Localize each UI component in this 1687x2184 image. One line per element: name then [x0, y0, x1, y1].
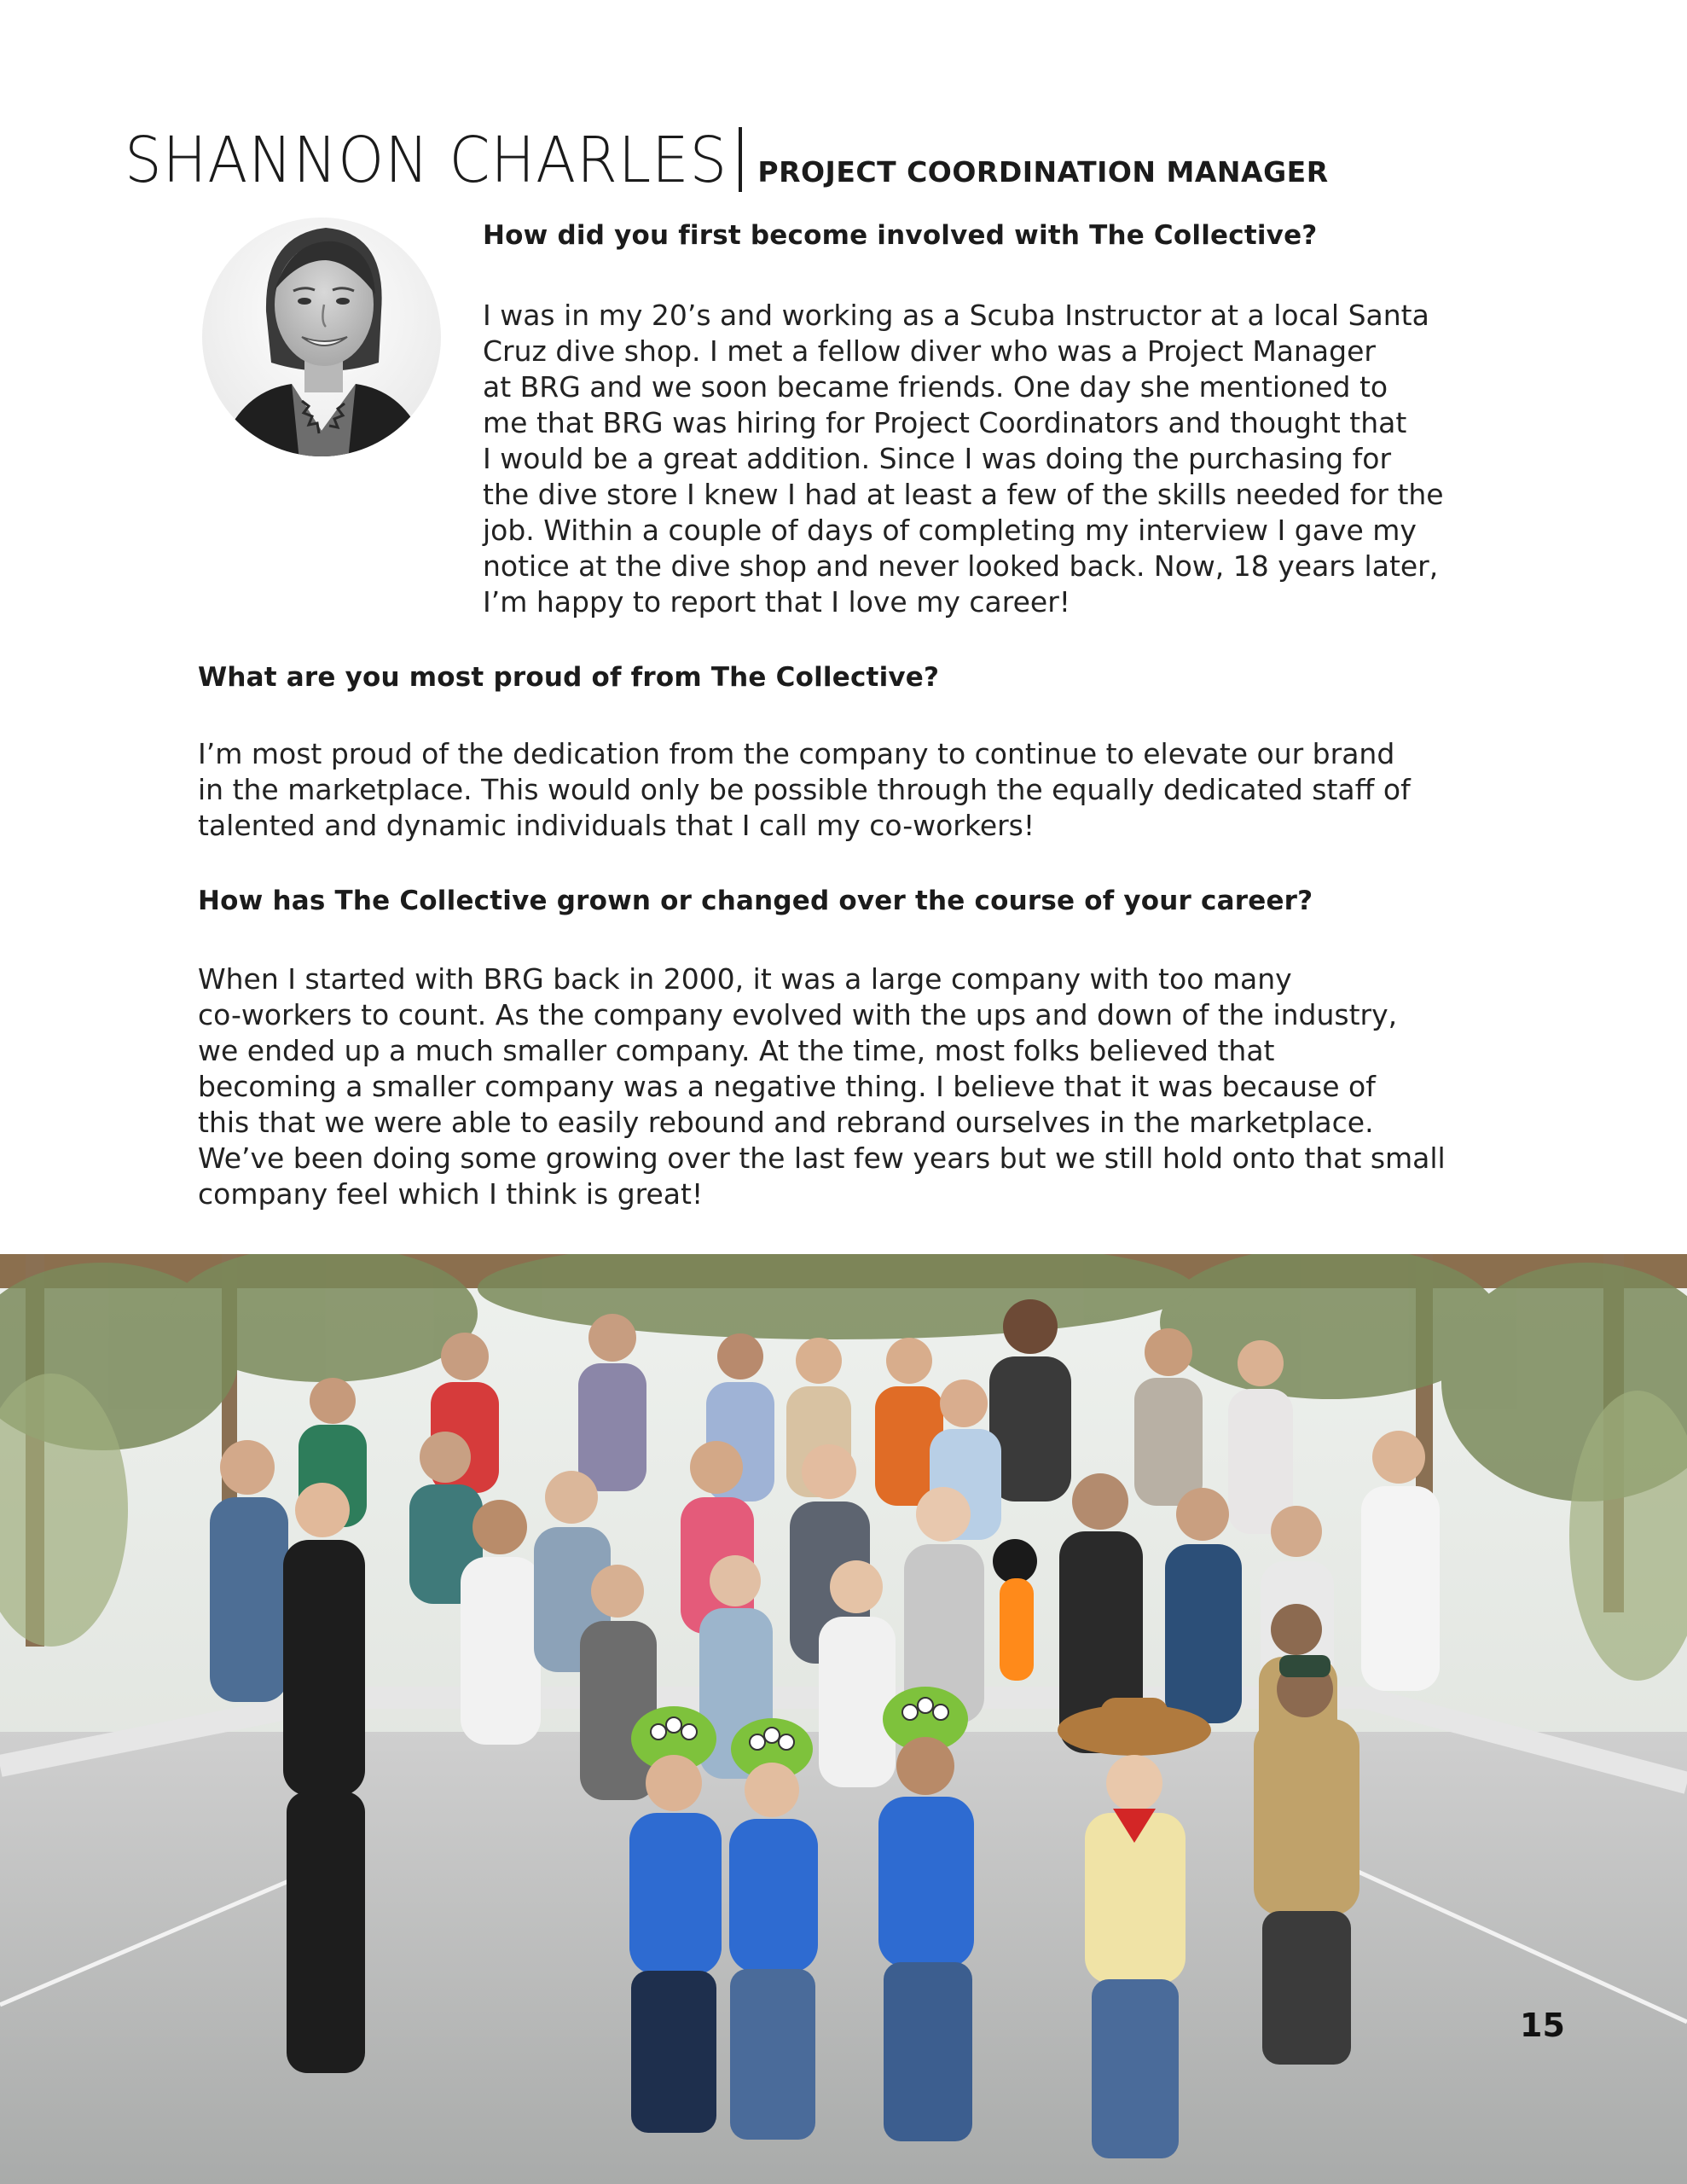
answer-line: job. Within a couple of days of completing my interview I gave my: [483, 514, 1417, 547]
answer-line: I’m happy to report that I love my career!: [483, 585, 1070, 619]
header-divider: [739, 127, 742, 192]
answer-line: We’ve been doing some growing over the last few years but we still hold onto that small: [198, 1141, 1446, 1175]
answer-line: company feel which I think is great!: [198, 1177, 704, 1211]
answer-line: we ended up a much smaller company. At the time, most folks believed that: [198, 1034, 1275, 1067]
page-header: [125, 115, 1329, 197]
answer-line: me that BRG was hiring for Project Coordinators and thought that: [483, 406, 1407, 439]
question-3: How has The Collective grown or changed over the course of your career?: [198, 886, 1313, 916]
person-role: PROJECT COORDINATION MANAGER: [757, 155, 1329, 189]
answer-line: I’m most proud of the dedication from the company to continue to elevate our brand: [198, 737, 1395, 770]
group-photo: [0, 1254, 1687, 2184]
answer-line: When I started with BRG back in 2000, it was a large company with too many: [198, 962, 1292, 996]
answer-line: becoming a smaller company was a negative thing. I believe that it was because of: [198, 1070, 1376, 1103]
answer-line: I was in my 20’s and working as a Scuba Instructor at a local Santa: [483, 299, 1429, 332]
answer-2: [198, 736, 1411, 844]
answer-line: the dive store I knew I had at least a few of the skills needed for the: [483, 478, 1444, 511]
question-1: How did you first become involved with The Collective?: [483, 220, 1318, 251]
answer-line: at BRG and we soon became friends. One day she mentioned to: [483, 370, 1388, 404]
answer-line: Cruz dive shop. I met a fellow diver who was a Project Manager: [483, 334, 1376, 368]
answer-line: co-workers to count. As the company evolved with the ups and down of the industry,: [198, 998, 1398, 1031]
answer-line: this that we were able to easily rebound and rebrand ourselves in the marketplace.: [198, 1106, 1374, 1139]
answer-1: [483, 298, 1444, 620]
question-2: What are you most proud of from The Collective?: [198, 662, 940, 693]
answer-line: in the marketplace. This would only be possible through the equally dedicated staff of: [198, 773, 1411, 806]
answer-line: I would be a great addition. Since I was doing the purchasing for: [483, 442, 1392, 475]
answer-3: [198, 961, 1446, 1212]
portrait-photo: [198, 209, 445, 469]
answer-line: notice at the dive shop and never looked back. Now, 18 years later,: [483, 549, 1439, 583]
answer-line: talented and dynamic individuals that I call my co-workers!: [198, 809, 1035, 842]
page-number: 15: [1520, 2007, 1565, 2044]
person-name: SHANNON CHARLES: [125, 124, 728, 197]
